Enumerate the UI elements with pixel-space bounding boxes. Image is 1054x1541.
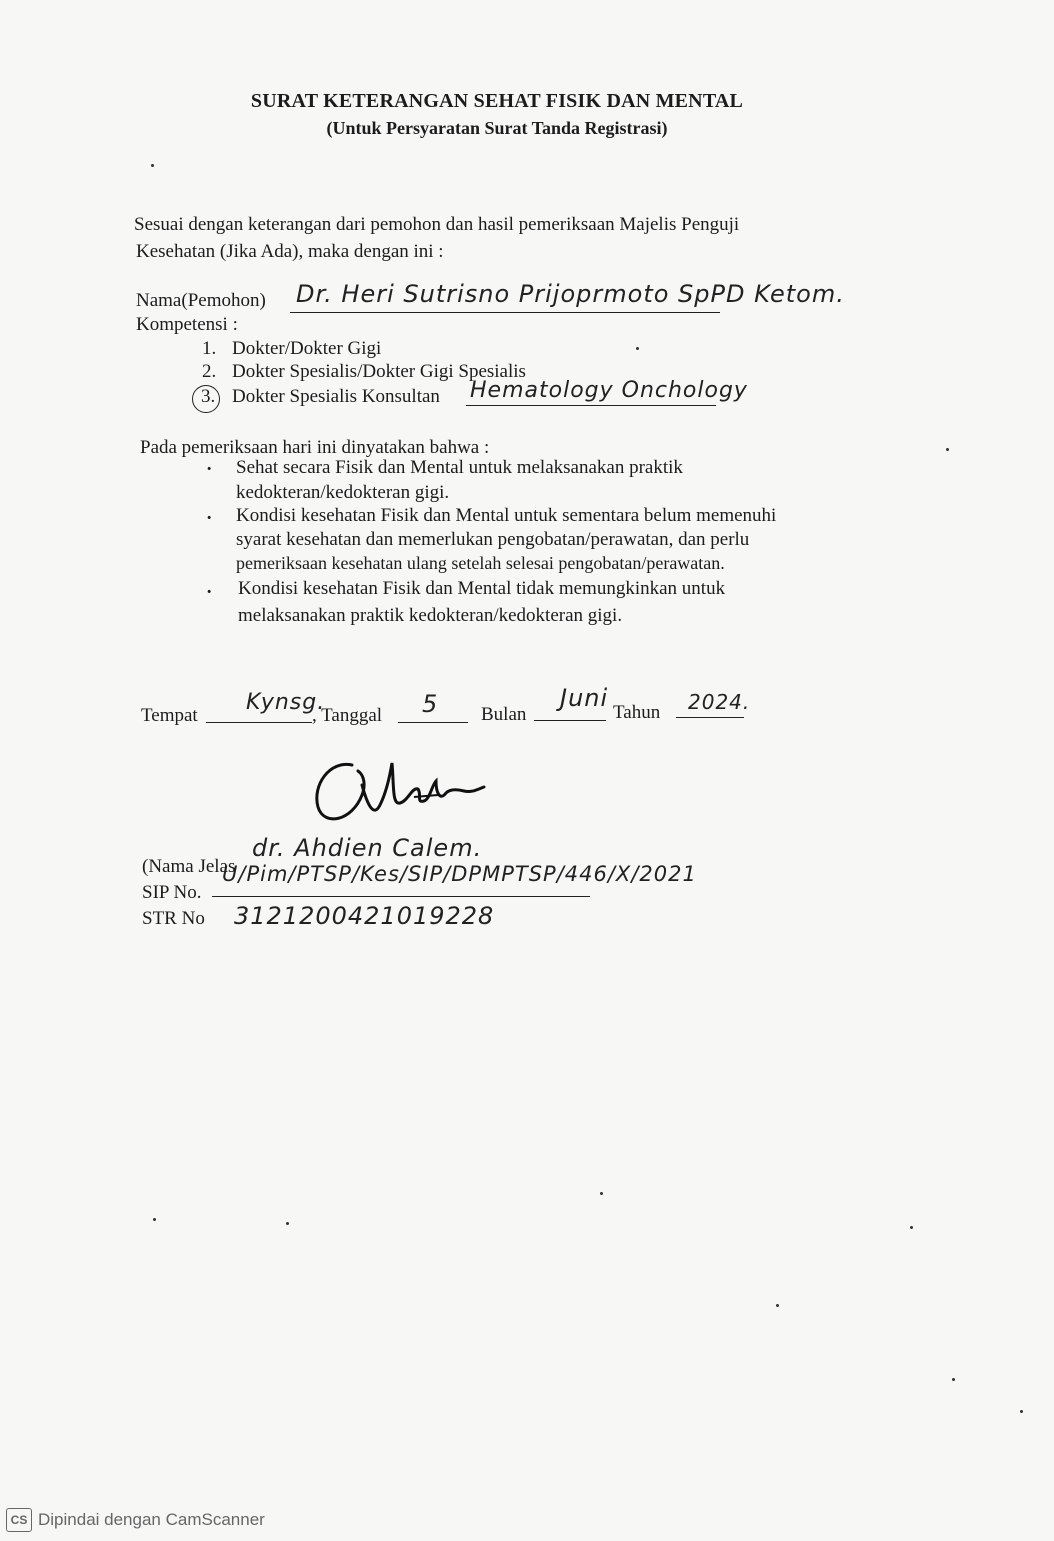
exam-bullet-2-line-2: syarat kesehatan dan memerlukan pengobatan/perawatan, dan perlu: [236, 529, 750, 550]
scan-speck: [153, 1218, 156, 1221]
exam-bullet-2-line-3: pemeriksaan kesehatan ulang setelah selesai pengobatan/perawatan.: [236, 553, 725, 573]
year-underline: [676, 717, 744, 718]
exam-bullet-3-line-1: Kondisi kesehatan Fisik dan Mental tidak memungkinkan untuk: [238, 578, 726, 599]
bullet-marker: ·: [206, 508, 213, 529]
camscanner-text: Dipindai dengan CamScanner: [38, 1510, 265, 1529]
place-underline: [206, 722, 312, 723]
place-label: Tempat: [141, 705, 198, 726]
month-underline: [534, 720, 606, 721]
camscanner-logo: CS: [6, 1508, 32, 1532]
competence-option-2-label: Dokter Spesialis/Dokter Gigi Spesialis: [232, 361, 526, 382]
scan-speck: [776, 1304, 779, 1307]
signer-name-handwritten: dr. Ahdien Calem.: [252, 834, 483, 862]
competence-option-3-label: Dokter Spesialis Konsultan: [232, 386, 440, 407]
bullet-marker: ·: [206, 459, 213, 480]
scan-speck: [946, 448, 949, 451]
scan-speck: [952, 1378, 955, 1381]
intro-line-2: Kesehatan (Jika Ada), maka dengan ini :: [136, 241, 444, 262]
day-label: , Tanggal: [312, 705, 383, 726]
year-label: Tahun: [613, 702, 661, 723]
day-underline: [398, 722, 468, 723]
applicant-name-label: Nama(Pemohon): [136, 290, 266, 311]
scan-speck: [151, 164, 154, 167]
month-handwritten: Juni: [560, 684, 609, 712]
place-handwritten: Kynsg.: [246, 690, 326, 715]
month-label: Bulan: [481, 704, 527, 725]
sip-underline: [212, 896, 590, 897]
intro-line-1: Sesuai dengan keterangan dari pemohon dan hasil pemeriksaan Majelis Penguji: [134, 214, 740, 235]
competence-option-2-number: 2.: [202, 361, 217, 382]
competence-option-3-number: 3.: [201, 386, 216, 407]
competence-label: Kompetensi :: [136, 314, 238, 335]
sip-label: SIP No.: [142, 882, 202, 903]
exam-bullet-1-line-2: kedokteran/kedokteran gigi.: [236, 482, 450, 503]
exam-heading: Pada pemeriksaan hari ini dinyatakan bahwa :: [140, 437, 490, 458]
document-title: SURAT KETERANGAN SEHAT FISIK DAN MENTAL: [250, 90, 744, 112]
applicant-name-underline: [290, 312, 720, 313]
sip-handwritten: U/Pim/PTSP/Kes/SIP/DPMPTSP/446/X/2021: [222, 862, 697, 886]
competence-option-1-label: Dokter/Dokter Gigi: [232, 338, 382, 359]
str-label: STR No: [142, 908, 205, 929]
bullet-marker: ·: [206, 582, 213, 603]
scan-speck: [636, 347, 639, 350]
competence-option-1-number: 1.: [202, 338, 217, 359]
exam-bullet-3-line-2: melaksanakan praktik kedokteran/kedokteran gigi.: [238, 605, 623, 626]
exam-bullet-1-line-1: Sehat secara Fisik dan Mental untuk melaksanakan praktik: [236, 457, 683, 478]
document-subtitle: (Untuk Persyaratan Surat Tanda Registrasi): [326, 118, 668, 138]
scan-speck: [600, 1192, 603, 1195]
year-handwritten: 2024.: [688, 690, 751, 714]
consultant-specialty-handwritten: Hematology Onchology: [470, 378, 748, 403]
consultant-underline: [466, 405, 716, 406]
applicant-name-handwritten: Dr. Heri Sutrisno Prijoprmoto SpPD Ketom.: [296, 280, 845, 308]
scan-speck: [286, 1222, 289, 1225]
signature-image: [300, 745, 500, 835]
exam-bullet-2-line-1: Kondisi kesehatan Fisik dan Mental untuk sementara belum memenuhi: [236, 505, 777, 526]
str-handwritten: 3121200421019228: [234, 902, 495, 930]
camscanner-watermark: [6, 1507, 265, 1533]
scan-speck: [1020, 1410, 1023, 1413]
signer-name-label: (Nama Jelas: [142, 856, 236, 877]
day-handwritten: 5: [422, 690, 439, 718]
scan-speck: [910, 1226, 913, 1229]
